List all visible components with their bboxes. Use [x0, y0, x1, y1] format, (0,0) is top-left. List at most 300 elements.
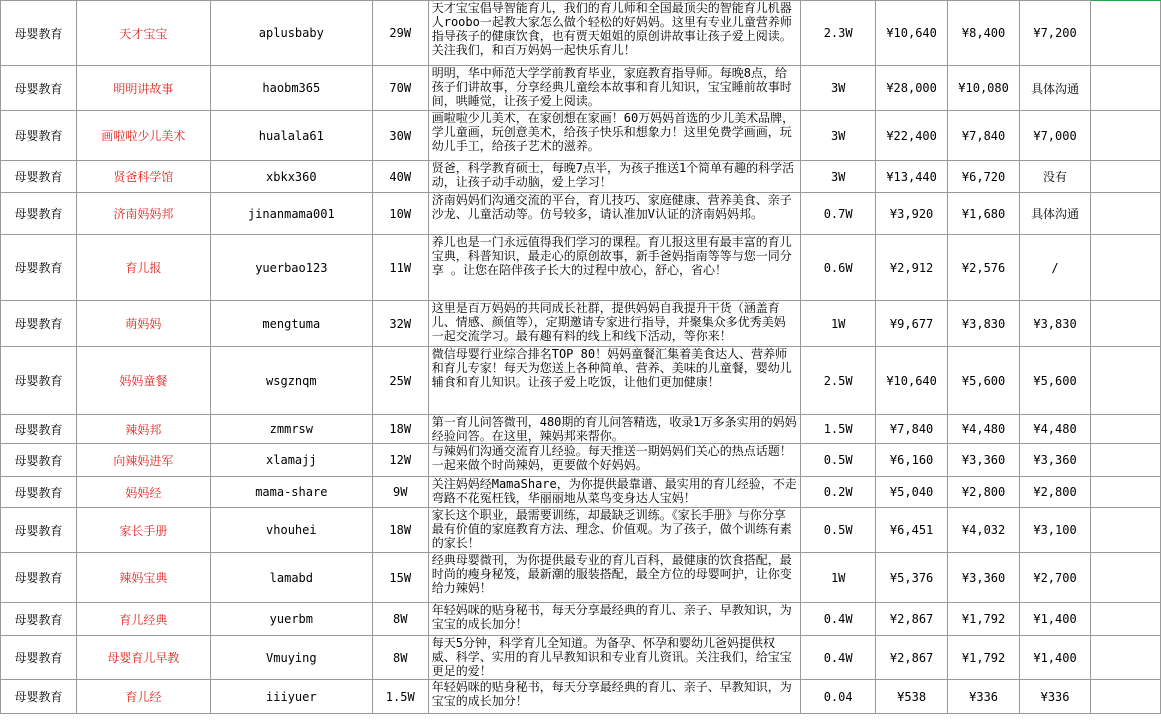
category-text: 母婴教育 — [14, 81, 63, 96]
fans-cell[interactable] — [372, 301, 428, 347]
table-row — [1, 603, 1161, 636]
description-cell[interactable] — [428, 235, 800, 301]
price-other-cell[interactable] — [1020, 235, 1091, 301]
fans-text: 8W — [393, 650, 408, 665]
account-name-cell[interactable] — [76, 66, 210, 111]
category-text: 母婴教育 — [14, 422, 63, 437]
price-headline-cell[interactable] — [876, 235, 948, 301]
description-text: 与辣妈们沟通交流育儿经验。每天推送一期妈妈们关心的热点话题！一起来做个时尚辣妈，更要做个好妈妈。 — [431, 444, 792, 472]
empty-cell[interactable] — [1091, 1, 1161, 66]
description-text: 年轻妈咪的贴身秘书，每天分享最经典的育儿、亲子、早教知识，为宝宝的成长加分！ — [431, 603, 792, 631]
category-cell[interactable] — [1, 508, 77, 553]
table-row — [1, 477, 1161, 508]
price-other-cell[interactable] — [1020, 161, 1091, 193]
category-cell[interactable] — [1, 111, 77, 161]
fans-cell[interactable] — [372, 508, 428, 553]
price-second-text: ¥6,720 — [961, 169, 1006, 184]
price-headline-text: ¥2,912 — [889, 260, 934, 275]
account-id-text: wsgznqm — [266, 373, 317, 388]
account-name-cell[interactable] — [76, 508, 210, 553]
price-other-text: ¥3,360 — [1033, 453, 1077, 467]
price-other-cell[interactable] — [1020, 508, 1091, 553]
category-cell[interactable] — [1, 680, 77, 714]
price-headline-cell[interactable] — [876, 347, 948, 415]
price-other-cell[interactable] — [1020, 301, 1091, 347]
table-row — [1, 111, 1161, 161]
reads-text: 0.5W — [823, 523, 853, 537]
account-id-cell[interactable] — [210, 477, 372, 508]
account-name-text: 明明讲故事 — [113, 81, 174, 96]
account-id-text: xbkx360 — [266, 169, 317, 184]
account-id-cell[interactable] — [210, 111, 372, 161]
price-headline-cell[interactable] — [876, 603, 948, 636]
price-headline-cell[interactable] — [876, 553, 948, 603]
price-second-cell[interactable] — [948, 680, 1020, 714]
price-other-text: ¥336 — [1040, 689, 1070, 704]
table-row — [1, 301, 1161, 347]
category-cell[interactable] — [1, 235, 77, 301]
empty-cell[interactable] — [1091, 444, 1161, 477]
account-name-text: 育儿经 — [125, 690, 162, 704]
description-text: 画啦啦少儿美术，在家创想在家画！60万妈妈首选的少儿美术品牌，学儿童画，玩创意美术，给孩子快乐和想象力！这里免费学画画，玩幼儿手工，给孩子艺术的滋养。 — [431, 111, 795, 153]
category-text: 母婴教育 — [14, 651, 63, 665]
price-other-text: ¥4,480 — [1033, 422, 1077, 436]
category-cell[interactable] — [1, 636, 77, 680]
account-id-text: lamabd — [269, 570, 313, 585]
price-headline-cell[interactable] — [876, 66, 948, 111]
category-cell[interactable] — [1, 553, 77, 603]
account-id-cell[interactable] — [210, 680, 372, 714]
price-headline-text: ¥6,160 — [889, 453, 934, 467]
fans-cell[interactable] — [372, 1, 428, 66]
reads-text: 3W — [830, 81, 846, 95]
category-text: 母婴教育 — [14, 523, 63, 538]
account-id-text: haobm365 — [262, 81, 321, 95]
price-headline-text: ¥5,376 — [889, 570, 934, 585]
account-id-text: mama-share — [255, 485, 328, 499]
category-cell[interactable] — [1, 347, 77, 415]
description-cell[interactable] — [428, 415, 800, 444]
reads-text: 0.7W — [823, 206, 853, 221]
fans-text: 70W — [389, 81, 412, 95]
fans-text: 10W — [389, 206, 412, 221]
account-name-cell[interactable] — [76, 161, 210, 193]
reads-cell[interactable] — [801, 444, 876, 477]
account-id-cell[interactable] — [210, 66, 372, 111]
account-name-text: 萌妈妈 — [125, 317, 162, 331]
description-text: 天才宝宝倡导智能育儿，我们的育儿师和全国最顶尖的智能育儿机器人roobo一起教大家怎么做个轻松的好妈妈。这里有专业儿童营养师指导孩子的健康饮食，也有贾天姐姐的原创讲故事让孩子爱上阅读。关注我们，和百万妈妈一起快乐育儿！ — [431, 1, 792, 57]
category-cell[interactable] — [1, 444, 77, 477]
account-name-text: 贤爸科学馆 — [113, 170, 174, 184]
table-row — [1, 680, 1161, 714]
description-cell[interactable] — [428, 636, 800, 680]
account-id-text: Vmuying — [266, 650, 317, 665]
reads-text: 3W — [830, 128, 846, 143]
fans-text: 29W — [389, 26, 412, 40]
account-id-cell[interactable] — [210, 193, 372, 235]
price-second-text: ¥3,360 — [961, 570, 1006, 585]
table-row — [1, 415, 1161, 444]
account-id-text: yuerbm — [269, 612, 313, 626]
empty-cell[interactable] — [1091, 636, 1161, 680]
account-name-text: 济南妈妈邦 — [113, 207, 174, 221]
price-second-text: ¥3,360 — [961, 453, 1006, 467]
description-cell[interactable] — [428, 603, 800, 636]
table-row — [1, 66, 1161, 111]
account-name-cell[interactable] — [76, 347, 210, 415]
price-headline-text: ¥7,840 — [889, 422, 934, 436]
price-other-text: ¥3,830 — [1033, 316, 1077, 331]
reads-text: 0.6W — [823, 260, 853, 275]
empty-cell[interactable] — [1091, 508, 1161, 553]
description-text: 每天5分钟，科学育儿全知道。为备孕、怀孕和婴幼儿爸妈提供权威、科学、实用的育儿早教知识和专业育儿资讯。关注我们，给宝宝更足的爱！ — [431, 636, 792, 678]
account-name-text: 天才宝宝 — [119, 26, 168, 41]
fans-cell[interactable] — [372, 235, 428, 301]
account-name-text: 育儿报 — [125, 261, 162, 275]
price-second-text: ¥1,792 — [961, 612, 1006, 626]
fans-text: 9W — [393, 485, 408, 499]
empty-cell[interactable] — [1091, 603, 1161, 636]
fans-cell[interactable] — [372, 444, 428, 477]
price-other-cell[interactable] — [1020, 347, 1091, 415]
empty-cell[interactable] — [1091, 553, 1161, 603]
price-second-text: ¥8,400 — [961, 26, 1006, 40]
fans-text: 15W — [389, 570, 412, 585]
reads-cell[interactable] — [801, 161, 876, 193]
account-id-cell[interactable] — [210, 347, 372, 415]
price-headline-text: ¥13,440 — [886, 169, 937, 184]
price-headline-cell[interactable] — [876, 415, 948, 444]
category-text: 母婴教育 — [14, 485, 63, 500]
account-name-cell[interactable] — [76, 1, 210, 66]
price-other-cell[interactable] — [1020, 193, 1091, 235]
price-headline-cell[interactable] — [876, 193, 948, 235]
price-other-cell[interactable] — [1020, 553, 1091, 603]
price-other-text: ¥3,100 — [1033, 523, 1077, 537]
description-cell[interactable] — [428, 161, 800, 193]
account-id-cell[interactable] — [210, 603, 372, 636]
price-other-cell[interactable] — [1020, 1, 1091, 66]
price-other-cell[interactable] — [1020, 636, 1091, 680]
price-headline-cell[interactable] — [876, 1, 948, 66]
price-second-text: ¥2,800 — [961, 485, 1006, 499]
price-other-text: ¥2,800 — [1033, 485, 1077, 499]
price-second-cell[interactable] — [948, 636, 1020, 680]
price-other-text: ¥7,000 — [1033, 128, 1077, 143]
reads-cell[interactable] — [801, 193, 876, 235]
price-headline-text: ¥3,920 — [889, 206, 934, 221]
account-id-cell[interactable] — [210, 235, 372, 301]
price-second-cell[interactable] — [948, 508, 1020, 553]
description-cell[interactable] — [428, 347, 800, 415]
price-second-cell[interactable] — [948, 347, 1020, 415]
table-row — [1, 553, 1161, 603]
price-headline-text: ¥538 — [897, 689, 927, 704]
account-name-cell[interactable] — [76, 477, 210, 508]
price-headline-cell[interactable] — [876, 111, 948, 161]
account-name-text: 妈妈经 — [125, 485, 162, 500]
price-other-text: / — [1051, 260, 1059, 275]
account-id-text: jinanmama001 — [247, 206, 335, 221]
description-cell[interactable] — [428, 193, 800, 235]
reads-cell[interactable] — [801, 553, 876, 603]
category-cell[interactable] — [1, 193, 77, 235]
price-other-cell[interactable] — [1020, 603, 1091, 636]
reads-cell[interactable] — [801, 508, 876, 553]
price-second-text: ¥5,600 — [961, 373, 1006, 388]
price-headline-cell[interactable] — [876, 636, 948, 680]
price-other-text: ¥5,600 — [1033, 373, 1077, 388]
description-text: 养儿也是一门永远值得我们学习的课程。育儿报这里有最丰富的育儿宝典，科普知识，最走心的原创故事，新手爸妈指南等等与您一同分享 。让您在陪伴孩子长大的过程中放心，舒心，省心！ — [431, 235, 792, 277]
category-text: 母婴教育 — [14, 690, 63, 704]
fans-cell[interactable] — [372, 477, 428, 508]
fans-text: 30W — [389, 128, 412, 143]
reads-text: 1W — [830, 570, 846, 585]
price-other-cell[interactable] — [1020, 680, 1091, 714]
account-name-cell[interactable] — [76, 680, 210, 714]
price-other-text: 具体沟通 — [1031, 81, 1080, 96]
empty-cell[interactable] — [1091, 66, 1161, 111]
category-cell[interactable] — [1, 1, 77, 66]
fans-cell[interactable] — [372, 553, 428, 603]
category-cell[interactable] — [1, 603, 77, 636]
price-second-cell[interactable] — [948, 477, 1020, 508]
description-text: 微信母婴行业综合排名TOP 80！妈妈童餐汇集着美食达人、营养师和育儿专家！每天为您送上各种简单、营养、美味的儿童餐，婴幼儿辅食和育儿知识。让孩子爱上吃饭，让他们更加健康！ — [431, 347, 792, 389]
empty-cell[interactable] — [1091, 301, 1161, 347]
account-id-text: iiiyuer — [266, 689, 317, 704]
description-cell[interactable] — [428, 301, 800, 347]
account-name-text: 辣妈邦 — [125, 422, 162, 437]
reads-cell[interactable] — [801, 415, 876, 444]
category-text: 母婴教育 — [14, 374, 63, 388]
category-text: 母婴教育 — [14, 317, 63, 331]
account-name-text: 育儿经典 — [119, 612, 168, 627]
fans-text: 1.5W — [385, 689, 415, 704]
price-other-cell[interactable] — [1020, 66, 1091, 111]
account-name-cell[interactable] — [76, 553, 210, 603]
reads-cell[interactable] — [801, 235, 876, 301]
fans-cell[interactable] — [372, 193, 428, 235]
price-headline-text: ¥9,677 — [889, 316, 934, 331]
price-other-text: 没有 — [1043, 170, 1068, 184]
table-row — [1, 636, 1161, 680]
price-other-cell[interactable] — [1020, 477, 1091, 508]
account-name-text: 画啦啦少儿美术 — [101, 129, 186, 143]
description-cell[interactable] — [428, 444, 800, 477]
account-name-cell[interactable] — [76, 603, 210, 636]
price-second-cell[interactable] — [948, 603, 1020, 636]
fans-cell[interactable] — [372, 111, 428, 161]
reads-text: 0.4W — [823, 650, 853, 665]
account-id-text: aplusbaby — [258, 26, 324, 40]
description-text: 经典母婴微刊，为你提供最专业的育儿百科，最健康的饮食搭配，最时尚的瘦身秘笈，最新潮的服装搭配，最全方位的母婴呵护，让你变给力辣妈！ — [431, 553, 792, 595]
category-text: 母婴教育 — [14, 453, 63, 468]
reads-text: 2.5W — [823, 373, 853, 388]
account-id-cell[interactable] — [210, 636, 372, 680]
price-second-text: ¥7,840 — [961, 128, 1006, 143]
reads-cell[interactable] — [801, 603, 876, 636]
account-id-text: hualala61 — [258, 128, 324, 143]
table-row — [1, 347, 1161, 415]
price-headline-text: ¥5,040 — [889, 485, 934, 499]
category-text: 母婴教育 — [14, 612, 63, 627]
table-row — [1, 193, 1161, 235]
price-second-cell[interactable] — [948, 444, 1020, 477]
price-second-cell[interactable] — [948, 161, 1020, 193]
fans-cell[interactable] — [372, 415, 428, 444]
table-row — [1, 235, 1161, 301]
price-second-cell[interactable] — [948, 193, 1020, 235]
account-name-cell[interactable] — [76, 636, 210, 680]
account-name-cell[interactable] — [76, 415, 210, 444]
price-headline-text: ¥10,640 — [886, 26, 937, 40]
fans-text: 8W — [393, 612, 408, 626]
reads-text: 0.4W — [823, 612, 853, 626]
description-text: 年轻妈咪的贴身秘书，每天分享最经典的育儿、亲子、早教知识，为宝宝的成长加分！ — [431, 680, 792, 708]
description-text: 这里是百万妈妈的共同成长社群，提供妈妈自我提升干货（涵盖育儿、情感、颜值等），定期邀请专家进行指导，并聚集众多优秀美妈一起交流学习。最有趣有料的线上和线下活动，等你来！ — [431, 301, 786, 343]
description-cell[interactable] — [428, 66, 800, 111]
price-headline-cell[interactable] — [876, 680, 948, 714]
price-headline-text: ¥2,867 — [889, 650, 934, 665]
price-other-cell[interactable] — [1020, 415, 1091, 444]
reads-text: 0.04 — [823, 689, 853, 704]
account-id-cell[interactable] — [210, 508, 372, 553]
account-name-cell[interactable] — [76, 301, 210, 347]
category-text: 母婴教育 — [14, 170, 63, 184]
selection-indicator — [1091, 0, 1161, 4]
fans-text: 18W — [389, 422, 412, 436]
description-cell[interactable] — [428, 553, 800, 603]
description-cell[interactable] — [428, 477, 800, 508]
category-text: 母婴教育 — [14, 207, 63, 221]
price-headline-text: ¥2,867 — [889, 612, 934, 626]
price-second-cell[interactable] — [948, 66, 1020, 111]
account-name-cell[interactable] — [76, 111, 210, 161]
account-id-cell[interactable] — [210, 415, 372, 444]
empty-cell[interactable] — [1091, 235, 1161, 301]
category-text: 母婴教育 — [14, 571, 63, 585]
fans-cell[interactable] — [372, 603, 428, 636]
description-cell[interactable] — [428, 680, 800, 714]
description-text: 明明，华中师范大学学前教育毕业，家庭教育指导师。每晚8点，给孩子们讲故事，分享经典儿童绘本故事和育儿知识，宝宝睡前故事时间，哄睡觉，让孩子爱上阅读。 — [431, 66, 792, 108]
reads-cell[interactable] — [801, 347, 876, 415]
empty-cell[interactable] — [1091, 680, 1161, 714]
account-name-cell[interactable] — [76, 193, 210, 235]
account-id-text: mengtuma — [262, 316, 321, 331]
fans-text: 40W — [389, 169, 412, 184]
description-text: 贤爸，科学教育硕士，每晚7点半，为孩子推送1个简单有趣的科学活动，让孩子动手动脑，爱上学习！ — [431, 161, 795, 189]
empty-cell[interactable] — [1091, 415, 1161, 444]
description-cell[interactable] — [428, 1, 800, 66]
category-cell[interactable] — [1, 301, 77, 347]
price-headline-cell[interactable] — [876, 161, 948, 193]
empty-cell[interactable] — [1091, 111, 1161, 161]
account-id-cell[interactable] — [210, 444, 372, 477]
category-text: 母婴教育 — [14, 26, 63, 41]
fans-text: 18W — [389, 523, 412, 537]
fans-text: 32W — [389, 316, 412, 331]
account-name-cell[interactable] — [76, 235, 210, 301]
price-second-cell[interactable] — [948, 553, 1020, 603]
price-second-cell[interactable] — [948, 111, 1020, 161]
fans-text: 12W — [389, 453, 412, 467]
price-second-text: ¥4,480 — [961, 422, 1006, 436]
price-headline-cell[interactable] — [876, 508, 948, 553]
description-text: 家长这个职业，最需要训练，却最缺乏训练。《家长手册》与你分享最有价值的家庭教育方法、理念、价值观。为了孩子，做个训练有素的家长！ — [431, 508, 792, 550]
empty-cell[interactable] — [1091, 347, 1161, 415]
reads-cell[interactable] — [801, 636, 876, 680]
fans-cell[interactable] — [372, 161, 428, 193]
category-cell[interactable] — [1, 415, 77, 444]
price-second-text: ¥1,792 — [961, 650, 1006, 665]
price-headline-cell[interactable] — [876, 477, 948, 508]
fans-cell[interactable] — [372, 636, 428, 680]
price-second-text: ¥4,032 — [961, 523, 1006, 537]
account-name-text: 辣妈宝典 — [119, 571, 168, 585]
price-second-text: ¥336 — [969, 689, 999, 704]
fans-cell[interactable] — [372, 347, 428, 415]
fans-cell[interactable] — [372, 680, 428, 714]
category-cell[interactable] — [1, 161, 77, 193]
price-headline-cell[interactable] — [876, 301, 948, 347]
price-second-cell[interactable] — [948, 415, 1020, 444]
reads-cell[interactable] — [801, 111, 876, 161]
category-cell[interactable] — [1, 66, 77, 111]
empty-cell[interactable] — [1091, 161, 1161, 193]
price-other-text: 具体沟通 — [1031, 207, 1080, 221]
price-headline-text: ¥6,451 — [889, 523, 934, 537]
fans-cell[interactable] — [372, 66, 428, 111]
account-id-cell[interactable] — [210, 1, 372, 66]
description-text: 济南妈妈们沟通交流的平台，育儿技巧、家庭健康、营养美食、亲子沙龙、儿童活动等。仿号较多，请认准加V认证的济南妈妈邦。 — [431, 193, 792, 221]
empty-cell[interactable] — [1091, 477, 1161, 508]
description-cell[interactable] — [428, 508, 800, 553]
price-headline-cell[interactable] — [876, 444, 948, 477]
price-second-cell[interactable] — [948, 1, 1020, 66]
price-second-cell[interactable] — [948, 235, 1020, 301]
fans-text: 11W — [389, 260, 412, 275]
account-id-text: vhouhei — [266, 523, 317, 537]
account-id-text: xlamajj — [266, 453, 317, 467]
category-text: 母婴教育 — [14, 129, 63, 143]
price-headline-text: ¥10,640 — [886, 373, 937, 388]
reads-cell[interactable] — [801, 66, 876, 111]
account-id-cell[interactable] — [210, 161, 372, 193]
account-name-cell[interactable] — [76, 444, 210, 477]
empty-cell[interactable] — [1091, 193, 1161, 235]
price-second-cell[interactable] — [948, 301, 1020, 347]
reads-cell[interactable] — [801, 477, 876, 508]
price-other-cell[interactable] — [1020, 444, 1091, 477]
reads-cell[interactable] — [801, 680, 876, 714]
price-headline-text: ¥22,400 — [886, 128, 937, 143]
reads-text: 0.5W — [823, 453, 853, 467]
table-row — [1, 161, 1161, 193]
price-other-text: ¥7,200 — [1033, 26, 1077, 40]
reads-cell[interactable] — [801, 1, 876, 66]
reads-cell[interactable] — [801, 301, 876, 347]
description-text: 第一育儿问答微刊，480期的育儿问答精选，收录1万多条实用的妈妈经验问答。在这里，辣妈邦来帮你。 — [431, 415, 797, 443]
reads-text: 0.2W — [823, 485, 853, 499]
account-id-cell[interactable] — [210, 553, 372, 603]
account-id-cell[interactable] — [210, 301, 372, 347]
description-cell[interactable] — [428, 111, 800, 161]
account-id-text: zmmrsw — [269, 422, 313, 436]
price-other-text: ¥2,700 — [1033, 570, 1077, 585]
price-other-cell[interactable] — [1020, 111, 1091, 161]
fans-text: 25W — [389, 373, 412, 388]
category-cell[interactable] — [1, 477, 77, 508]
